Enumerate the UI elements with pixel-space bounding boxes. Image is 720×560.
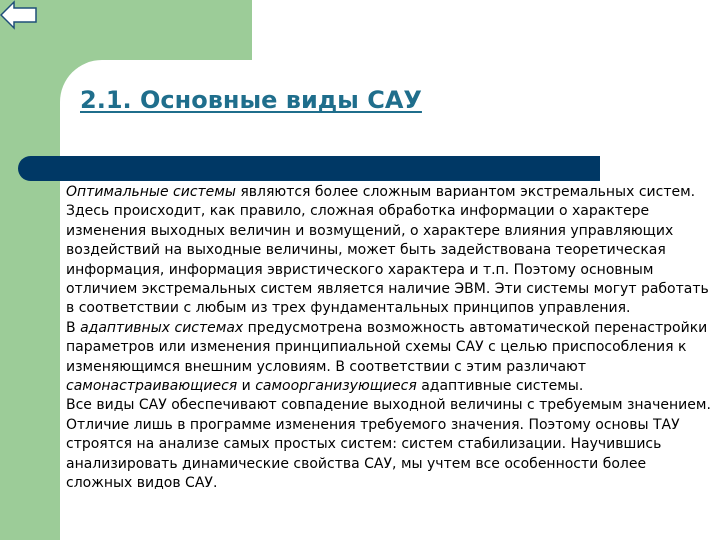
slide-title: 2.1. Основные виды САУ: [80, 86, 422, 114]
term-self-tuning: самонастраивающиеся: [66, 378, 238, 395]
back-arrow-icon: [0, 0, 40, 30]
paragraph-all-sau-types: Все виды САУ обеспечивают совпадение выходной величины с требуемым значением. Отличие лишь в программе изменения требуемого значения. Поэтому основы ТАУ строятся на анализе самых простых систем: систем стабилизации. Научившись анализировать динамические свойства САУ, мы учтем все особенности более сложных видов САУ.: [66, 397, 711, 492]
term-optimal-systems: Оптимальные системы: [66, 184, 236, 200]
paragraph-optimal-systems: [66, 183, 711, 319]
term-adaptive-systems: адаптивных системах: [80, 319, 244, 336]
paragraph-adaptive-conj: и: [237, 378, 256, 395]
term-self-organizing: самоорганизующиеся: [255, 378, 417, 395]
paragraph-adaptive-lead: В: [66, 319, 81, 336]
back-button[interactable]: [0, 0, 40, 30]
paragraph-adaptive-text-2: адаптивные системы.: [416, 378, 584, 395]
paragraph-adaptive-systems: [66, 319, 711, 397]
slide-body: [66, 183, 711, 494]
paragraph-optimal-systems-text: являются более сложным вариантом экстремальных систем. Здесь происходит, как правило, сложная обработка информации о характере изменения выходных величин и возмущений, о характере влияния управляющих воздействий на выходные величины, может быть задействована теоретическая информация, информация эвристического характера и т.п. Поэтому основным отличием экстремальных систем является наличие ЭВМ. Эти системы могут работать в соответствии с любым из трех фундаментальных принципов управления.: [66, 184, 709, 317]
paragraph-adaptive-text-1: предусмотрена возможность автоматической перенастройки параметров или изменения принципиальной схемы САУ с целью приспособления к изменяющимся внешним условиям. В соответствии с этим различают: [66, 319, 708, 375]
title-divider-bar: [18, 156, 600, 181]
